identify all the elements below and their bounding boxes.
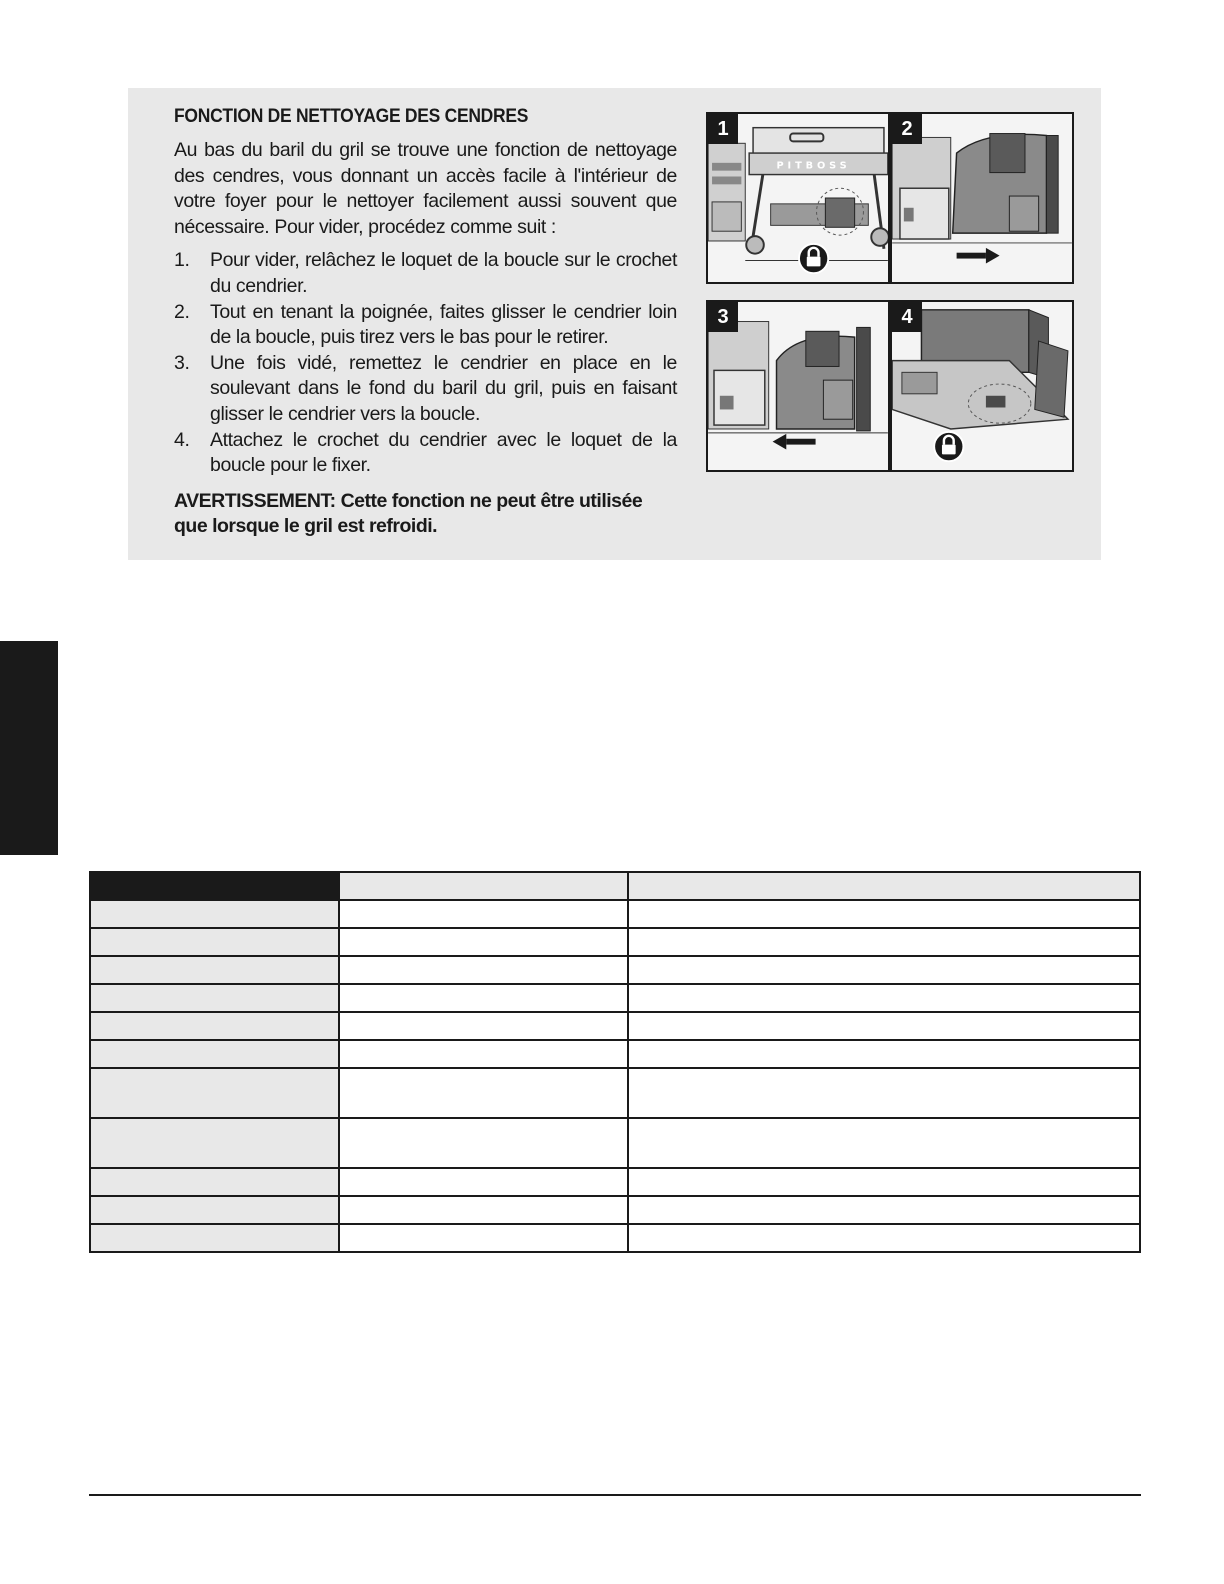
table-cell [90, 928, 339, 956]
table-row [90, 1040, 1140, 1068]
table-cell [339, 1196, 628, 1224]
step-text: Tout en tenant la poignée, faites glisser le cendrier loin de la boucle, puis tirez vers le bas pour le retirer. [210, 300, 677, 349]
table-row [90, 984, 1140, 1012]
table-row [90, 900, 1140, 928]
table-cell [339, 1040, 628, 1068]
table-cell [628, 1040, 1140, 1068]
table-header-cell [339, 872, 628, 900]
table-header-cell [628, 872, 1140, 900]
figure-number: 4 [892, 302, 922, 332]
ash-cleanout-panel [128, 88, 1101, 560]
figure-3 [706, 300, 890, 472]
table-cell [90, 1196, 339, 1224]
brand-text: PITBOSS [776, 160, 851, 172]
step-number: 2. [174, 300, 190, 323]
specification-table [89, 871, 1141, 1253]
step-item [174, 248, 677, 299]
arrow-left-icon [773, 434, 816, 450]
intro-paragraph: Au bas du baril du gril se trouve une fonction de nettoyage des cendres, vous donnant un accès facile à l'intérieur de votre foyer pour le nettoyer facilement aussi souvent que nécessaire. Pour vider, procédez comme suit : [174, 139, 677, 238]
table-cell [339, 900, 628, 928]
table-cell [90, 1068, 339, 1118]
table-cell [628, 1118, 1140, 1168]
figure-number: 1 [708, 114, 738, 144]
table-cell [90, 900, 339, 928]
table-row [90, 1196, 1140, 1224]
table-cell [339, 1118, 628, 1168]
arrow-right-icon [957, 248, 1000, 264]
table-cell [628, 984, 1140, 1012]
table-row [90, 1068, 1140, 1118]
step-text: Une fois vidé, remettez le cendrier en place en le soulevant dans le fond du baril du gril, puis en faisant glisser le cendrier vers la boucle. [210, 351, 677, 425]
table-cell [339, 1224, 628, 1252]
step-number: 1. [174, 249, 190, 272]
table-cell [90, 984, 339, 1012]
figure-number: 2 [892, 114, 922, 144]
table-row [90, 956, 1140, 984]
steps-list [174, 248, 677, 478]
warning-text: AVERTISSEMENT: Cette fonction ne peut être utilisée que lorsque le gril est refroidi. [174, 489, 643, 538]
table-cell [90, 956, 339, 984]
table-row [90, 1168, 1140, 1196]
table-cell [90, 1224, 339, 1252]
table-cell [339, 984, 628, 1012]
figure-1 [706, 112, 890, 284]
section-side-tab [0, 641, 58, 855]
step-text: Pour vider, relâchez le loquet de la boucle sur le crochet du cendrier. [210, 249, 677, 297]
figure-number: 3 [708, 302, 738, 332]
ash-cleanout-text [174, 106, 677, 540]
step-number: 4. [174, 428, 190, 451]
step-text: Attachez le crochet du cendrier avec le loquet de la boucle pour le fixer. [210, 428, 677, 477]
table-cell [339, 928, 628, 956]
table-cell [628, 956, 1140, 984]
table-row [90, 1224, 1140, 1252]
table-cell [628, 1196, 1140, 1224]
table-cell [90, 1012, 339, 1040]
table-cell [628, 1168, 1140, 1196]
table-cell [339, 956, 628, 984]
table-cell [628, 900, 1140, 928]
table-cell [90, 1168, 339, 1196]
figure-grid [706, 112, 1078, 472]
table-cell [628, 1224, 1140, 1252]
table-cell [90, 1118, 339, 1168]
section-heading: FONCTION DE NETTOYAGE DES CENDRES [174, 106, 529, 127]
step-number: 3. [174, 351, 190, 374]
table-cell [628, 1012, 1140, 1040]
table-cell [628, 1068, 1140, 1118]
figure-2 [890, 112, 1074, 284]
step-item [174, 300, 677, 351]
table-cell [90, 1040, 339, 1068]
footer-divider [89, 1494, 1141, 1496]
table-header-row [90, 872, 1140, 900]
table-cell [339, 1012, 628, 1040]
lock-icon [799, 244, 828, 273]
table-row [90, 928, 1140, 956]
table-header-cell [90, 872, 339, 900]
table-row [90, 1118, 1140, 1168]
table-cell [339, 1068, 628, 1118]
lock-icon [934, 432, 963, 461]
step-item [174, 351, 677, 428]
table-cell [339, 1168, 628, 1196]
figure-4 [890, 300, 1074, 472]
table-cell [628, 928, 1140, 956]
table-row [90, 1012, 1140, 1040]
step-item [174, 428, 677, 479]
